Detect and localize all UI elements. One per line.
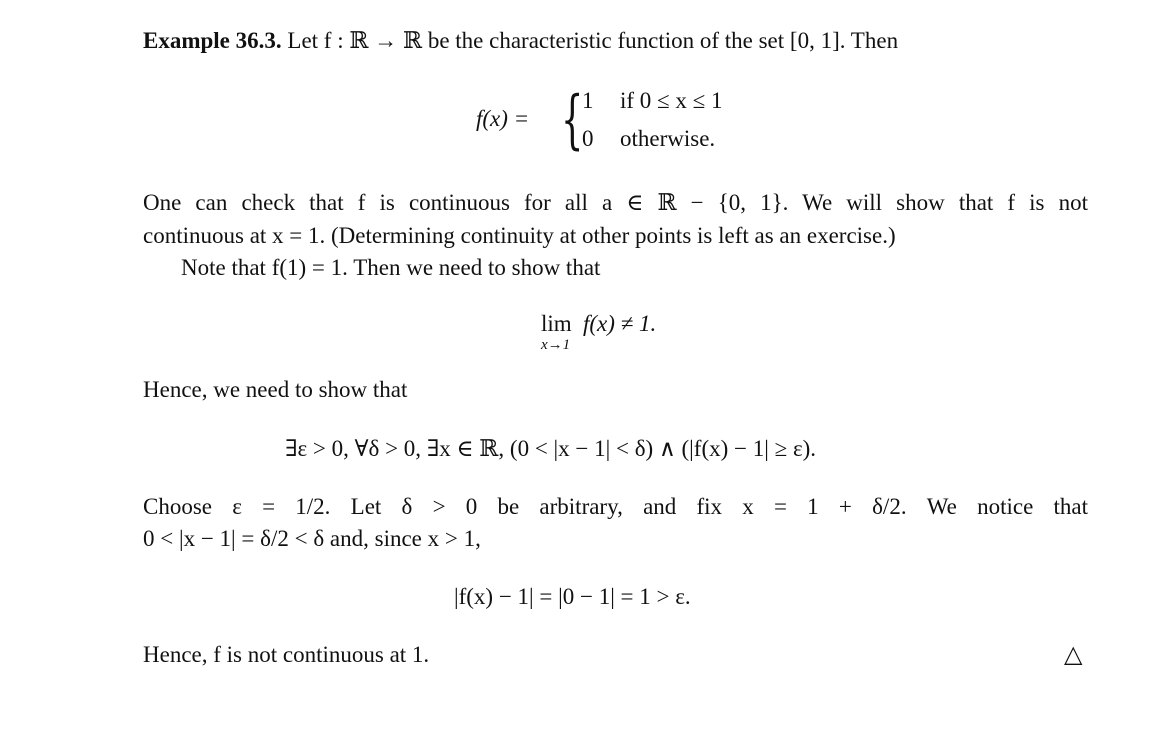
limit-subscript: x→1 — [541, 337, 571, 353]
example-heading-line — [143, 26, 898, 56]
para1-line3: Note that f(1) = 1. Then we need to show that — [181, 255, 601, 280]
para3-line2: 0 < |x − 1| = δ/2 < δ and, since x > 1, — [143, 526, 481, 551]
display-equation: |f(x) − 1| = |0 − 1| = 1 > ε. — [454, 584, 691, 609]
piecewise-case-1 — [582, 88, 723, 114]
para1-line1: One can check that f is continuous for all a ∈ ℝ − {0, 1}. We will show that f is not — [143, 190, 1088, 215]
para2-line1: Hence, we need to show that — [143, 377, 408, 402]
piecewise-lhs: f(x) = — [476, 106, 530, 131]
example-heading: Example 36.3. — [143, 28, 282, 53]
left-brace: { — [561, 83, 584, 157]
case2-condition: otherwise. — [620, 126, 716, 151]
end-of-example-symbol: △ — [1064, 640, 1083, 668]
para3-line1: Choose ε = 1/2. Let δ > 0 be arbitrary, and fix x = 1 + δ/2. We notice that — [143, 494, 1088, 519]
piecewise-case-2 — [582, 126, 715, 152]
case2-value: 0 — [582, 126, 594, 151]
case1-value: 1 — [582, 88, 594, 113]
conclusion-text: Hence, f is not continuous at 1. — [143, 642, 430, 667]
example-intro-text: Let f : ℝ → ℝ be the characteristic function of the set [0, 1]. Then — [287, 28, 899, 53]
limit-display — [541, 311, 741, 361]
limit-operator: lim — [541, 311, 572, 336]
para1-line2: continuous at x = 1. (Determining continuity at other points is left as an exercise.) — [143, 223, 896, 248]
limit-expression: f(x) ≠ 1. — [583, 311, 657, 336]
quantified-statement: ∃ε > 0, ∀δ > 0, ∃x ∈ ℝ, (0 < |x − 1| < δ) ∧ (|f(x) − 1| ≥ ε). — [285, 436, 817, 461]
piecewise-definition — [476, 83, 776, 158]
case1-condition: if 0 ≤ x ≤ 1 — [620, 88, 723, 113]
